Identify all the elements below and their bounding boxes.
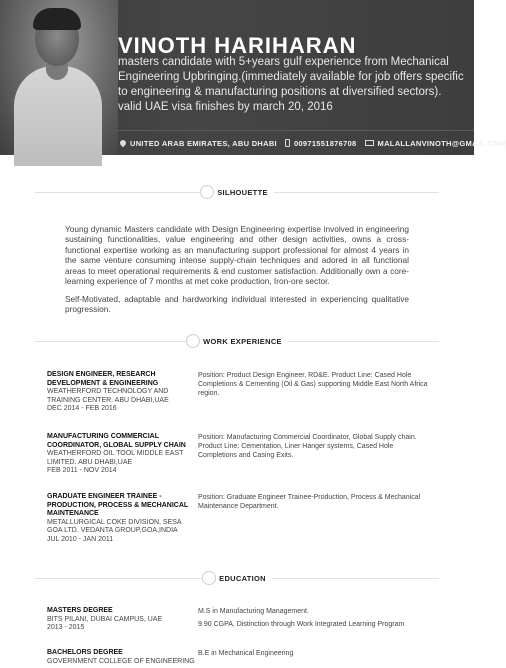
job-organization: WEATHERFORD TECHNOLOGY AND TRAINING CENTER. ABU DHABI,UAE [47, 388, 169, 404]
degree-title: MASTERS DEGREE [47, 607, 113, 614]
contact-phone[interactable]: 00971551876708 [285, 139, 357, 148]
work-entry-left [47, 493, 197, 544]
education-section-heading: EDUCATION [35, 571, 439, 585]
degree-details [198, 607, 428, 629]
briefcase-icon [186, 334, 200, 348]
job-organization: WEATHERFORD OIL TOOL MIDDLE EAST LIMITED. ABU DHABI,UAE [47, 450, 184, 466]
degree-details [198, 649, 428, 658]
contact-location: UNITED ARAB EMIRATES, ABU DHABI [120, 139, 277, 148]
contact-email[interactable]: MALALLANVINOTH@GMAIL.COM [365, 139, 506, 148]
education-entry-left [47, 607, 197, 633]
work-section-heading: WORK EXPERIENCE [35, 334, 439, 348]
book-icon [202, 571, 216, 585]
work-entry-left [47, 433, 197, 476]
degree-line-1: M.S in Manufacturing Management. [198, 608, 309, 615]
candidate-name: VINOTH HARIHARAN [118, 33, 357, 58]
degree-line-1: B.E in Mechanical Engineering [198, 650, 294, 657]
contact-bar [112, 130, 506, 155]
job-dates: JUL 2010 - JAN 2011 [47, 535, 114, 543]
job-title: GRADUATE ENGINEER TRAINEE - PRODUCTION, PROCESS & MECHANICAL MAINTENANCE [47, 493, 189, 517]
job-description: Position: Graduate Engineer Trainee-Production, Process & Mechanical Maintenance Department. [198, 494, 421, 510]
degree-dates: 2013 - 2015 [47, 624, 85, 631]
profile-header [0, 0, 506, 155]
education-entry-left [47, 649, 197, 666]
location-pin-icon [119, 139, 127, 147]
profile-photo [0, 0, 118, 155]
degree-line-2: 9.90 CGPA, Distinction through Work Integrated Learning Program [198, 621, 405, 628]
phone-icon [285, 139, 290, 147]
silhouette-section-heading: SILHOUETTE [35, 185, 439, 199]
job-title: MANUFACTURING COMMERCIAL COORDINATOR, GLOBAL SUPPLY CHAIN [47, 433, 186, 449]
work-entry-left [47, 371, 197, 414]
degree-institution: BITS PILANI, DUBAI CAMPUS, UAE [47, 615, 163, 623]
silhouette-paragraph-2: Self-Motivated, adaptable and hardworking individual interested in experiencing qualitative progression. [65, 294, 409, 315]
silhouette-paragraph-1: Young dynamic Masters candidate with Design Engineering expertise involved in engineering sustaining functionalities, value engineering and other design activities, owns a cross-functional expertise working as an manufacturing support professional for almost 4 years in the same venture consuming intense supply-chain techniques and adored in all functional areas to meet operational requirements & end customer satisfaction. Additionally own a core-learning experience of 7 months at met coke production, Iron-ore sector. [65, 224, 409, 287]
envelope-icon [365, 140, 374, 146]
job-description: Position: Manufacturing Commercial Coordinator, Global Supply chain. Product Line: Cementation, Liner Hanger systems, Cased Hole Completions and Casing Exits. [198, 434, 417, 459]
job-title: DESIGN ENGINEER, RESEARCH DEVELOPMENT & ENGINEERING [47, 371, 159, 387]
degree-title: BACHELORS DEGREE [47, 649, 123, 656]
candidate-tagline: masters candidate with 5+years gulf experience from Mechanical Engineering Upbringing.(immediately available for job offers specific to engineering & manufacturing positions at diversified sectors). valid UAE visa finishes by march 20, 2016 [118, 56, 464, 113]
job-dates: FEB 2011 - NOV 2014 [47, 467, 117, 474]
silhouette-icon [200, 185, 214, 199]
job-organization: METALLURGICAL COKE DIVISION, SESA GOA LTD. VEDANTA GROUP,GOA,INDIA [47, 518, 182, 534]
job-description: Position: Product Design Engineer, RD&E. Product Line: Cased Hole Completions & Cementing (Oil & Gas) supporting Middle East North Africa region. [198, 372, 428, 397]
job-dates: DEC 2014 - FEB 2016 [47, 405, 117, 412]
degree-institution: GOVERNMENT COLLEGE OF ENGINEERING [47, 657, 195, 665]
